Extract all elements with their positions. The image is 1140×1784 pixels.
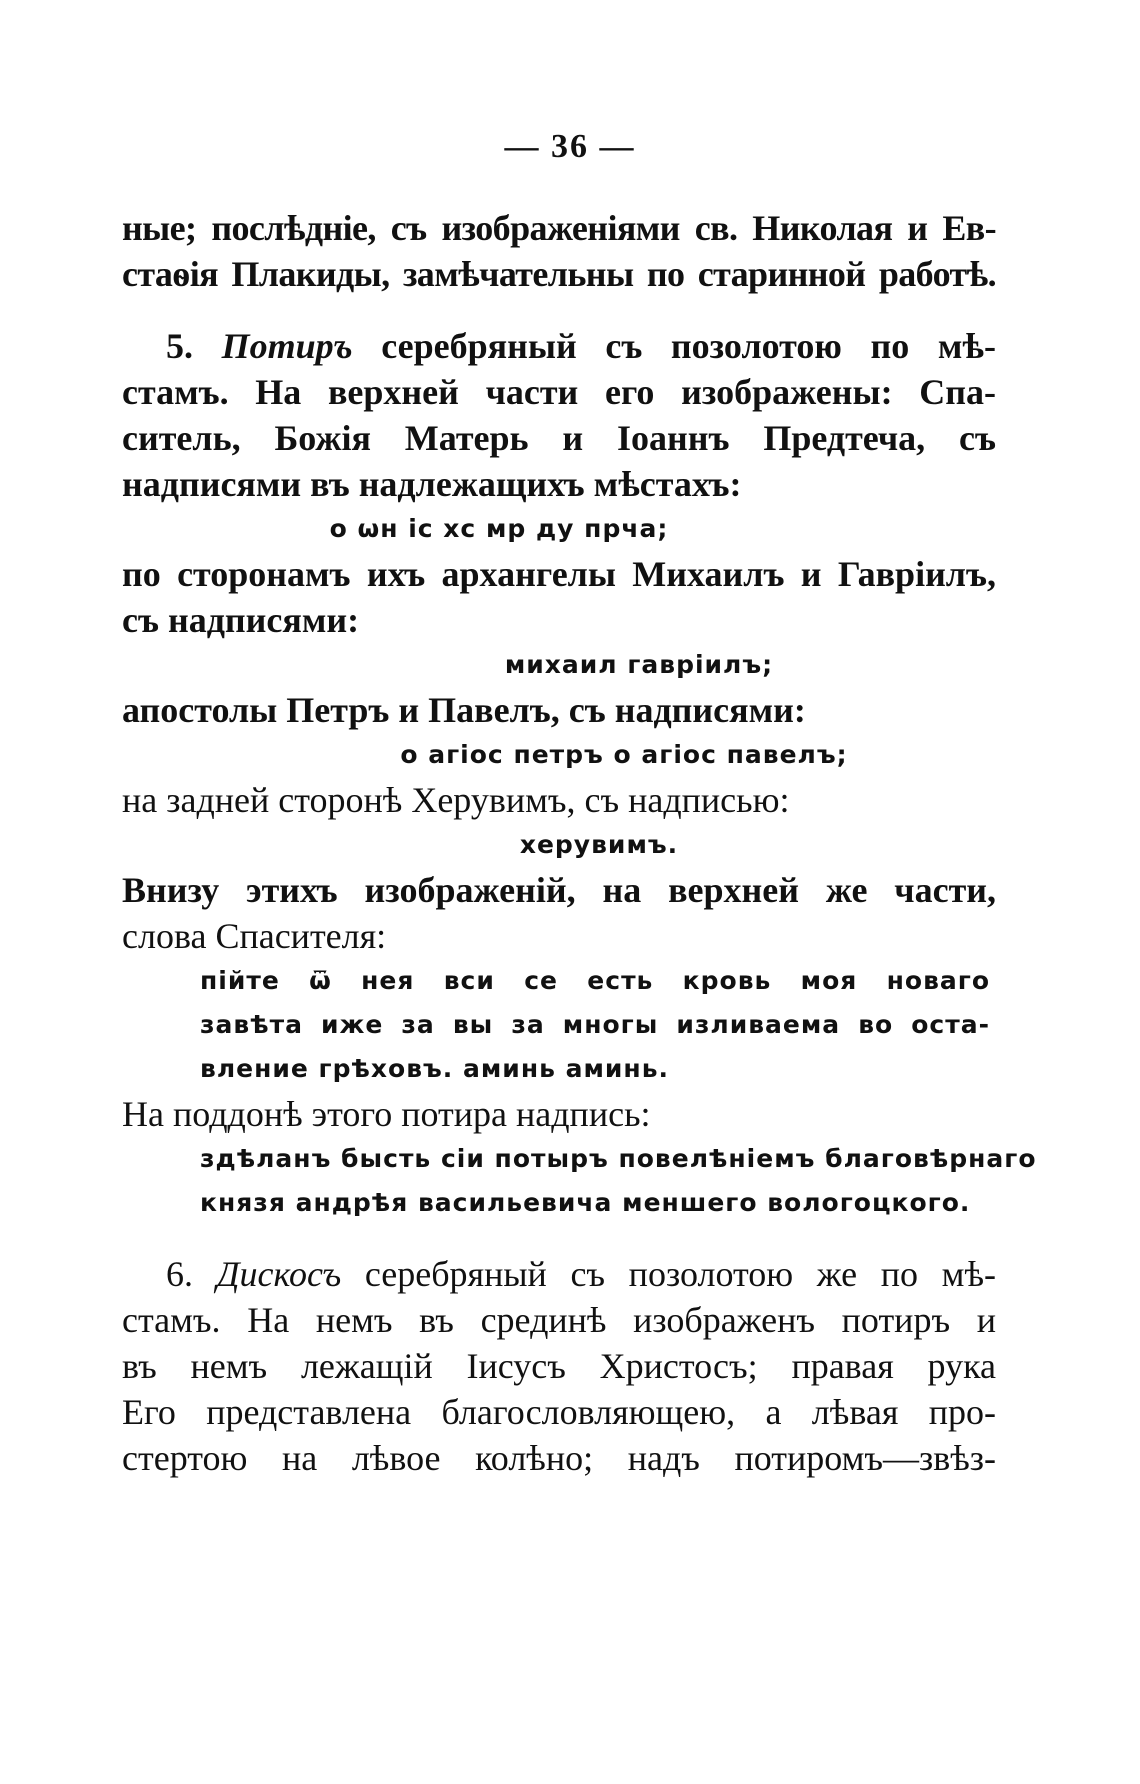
text-line: въ немъ лежащій Іисусъ Христосъ; правая рука [122,1346,996,1386]
term-potir: Потиръ [221,326,353,366]
paragraph-gap [122,297,996,323]
slavonic-inscription: о агіос петръ о агіос павелъ; [400,740,848,769]
slavonic-line: пійте ѿ нея вси се есть кровь моя новаго [200,966,990,995]
text-line: стамъ. На немъ въ срединѣ изображенъ потиръ и [122,1300,996,1340]
text-segment: серебряный съ позолотою по мѣ- [352,326,996,366]
item-number: 6. [166,1254,193,1294]
text-segment: серебряный съ позолотою же по мѣ- [341,1254,996,1294]
slavonic-line: князя андрѣя васильевича меншего вологоцкого. [200,1188,971,1217]
paragraph-5-first-line [122,323,996,369]
slavonic-line: здѣланъ бысть сіи потыръ повелѣніемъ благовѣрнаго [200,1144,1037,1173]
slavonic-inscription: херувимъ. [519,830,679,859]
text-line: ситель, Божія Матерь и Іоаннъ Предтеча, съ [122,418,996,458]
text-line: на задней сторонѣ Херувимъ, съ надписью: [122,780,790,820]
text-line: ные; послѣдніе, съ изображеніями св. Николая и Ев- [122,208,996,248]
text-line: надписями въ надлежащихъ мѣстахъ: [122,464,742,504]
slavonic-line: вление грѣховъ. аминь аминь. [200,1054,670,1083]
slavonic-quote-block [122,959,996,1091]
slavonic-inscription: о ѡн іс хс мр ду прча; [329,514,669,543]
text-line: стамъ. На верхней части его изображены: Спа- [122,372,996,412]
slavonic-line: завѣта иже за вы за многы изливаема во оста- [200,1010,990,1039]
page-number: — 36 — [504,128,636,165]
slavonic-quote-block [122,1137,1037,1225]
text-line: Его представлена благословляющею, а лѣвая про- [122,1392,996,1432]
text-line: слова Спасителя: [122,916,387,956]
text-line: стертою на лѣвое колѣно; надъ потиромъ—звѣз- [122,1438,996,1478]
term-diskos: Дискосъ [216,1254,342,1294]
paragraph-6-first-line [122,1251,996,1297]
paragraph-gap [122,1225,996,1251]
text-line: съ надписями: [122,600,360,640]
text-line: по сторонамъ ихъ архангелы Михаилъ и Гавріилъ, [122,554,996,594]
slavonic-inscription: михаил гавріилъ; [504,650,774,679]
text-line: стаѳія Плакиды, замѣчательны по старинной работѣ. [122,254,996,294]
item-number: 5. [166,326,193,366]
text-line: На поддонѣ этого потира надпись: [122,1094,651,1134]
text-line: Внизу этихъ изображеній, на верхней же части, [122,870,996,910]
body-text [122,205,1037,1481]
text-line: апостолы Петръ и Павелъ, съ надписями: [122,690,806,730]
